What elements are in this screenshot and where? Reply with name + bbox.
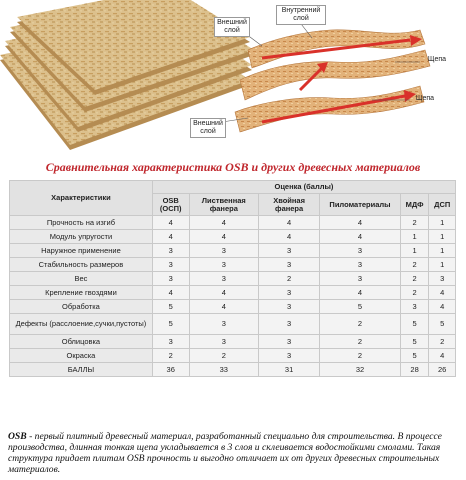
score-cell: 5 [400, 314, 429, 335]
score-cell: 3 [152, 258, 189, 272]
score-cell: 3 [320, 244, 401, 258]
score-cell: 5 [400, 335, 429, 349]
label-chip-right: Щепа [427, 56, 447, 63]
score-cell: 5 [400, 349, 429, 363]
table-row [10, 363, 456, 377]
score-cell: 2 [400, 258, 429, 272]
score-cell: 4 [258, 216, 319, 230]
score-cell: 3 [320, 272, 401, 286]
score-cell: 2 [152, 349, 189, 363]
score-cell: 33 [189, 363, 258, 377]
score-cell: 3 [189, 244, 258, 258]
score-cell: 3 [152, 272, 189, 286]
score-cell: 4 [189, 216, 258, 230]
score-cell: 4 [152, 230, 189, 244]
score-cell: 3 [189, 272, 258, 286]
score-cell: 3 [258, 244, 319, 258]
score-cell: 5 [429, 314, 456, 335]
score-cell: 32 [320, 363, 401, 377]
score-cell: 2 [320, 314, 401, 335]
header-softwood-plywood: Хвойная фанера [258, 194, 319, 216]
score-cell: 2 [320, 335, 401, 349]
header-mdf: МДФ [400, 194, 429, 216]
table-body [10, 216, 456, 377]
row-characteristic: Облицовка [10, 335, 153, 349]
score-cell: 3 [152, 244, 189, 258]
table-row [10, 300, 456, 314]
comparison-table [9, 180, 456, 377]
score-cell: 4 [320, 286, 401, 300]
score-cell: 4 [189, 300, 258, 314]
row-characteristic: Прочность на изгиб [10, 216, 153, 230]
table-row [10, 258, 456, 272]
table-row [10, 349, 456, 363]
row-characteristic: БАЛЛЫ [10, 363, 153, 377]
score-cell: 28 [400, 363, 429, 377]
score-cell: 3 [429, 272, 456, 286]
score-cell: 4 [152, 216, 189, 230]
row-characteristic: Окраска [10, 349, 153, 363]
score-cell: 3 [152, 335, 189, 349]
score-cell: 3 [189, 258, 258, 272]
score-cell: 3 [258, 300, 319, 314]
header-chipboard: ДСП [429, 194, 456, 216]
score-cell: 3 [258, 286, 319, 300]
score-cell: 5 [152, 300, 189, 314]
score-cell: 4 [320, 230, 401, 244]
description-text: - первый плитный древесный материал, разработанный специально для строительства. В процессе производства, длинная тонкая щепа укладывается в 3 слоя и склеивается водостойкими смолами. Такая структура придает плитам OSB прочность и выгодно отличает их от других древесных строительных материалов. [8, 431, 442, 475]
score-cell: 3 [189, 335, 258, 349]
table-row [10, 244, 456, 258]
score-cell: 2 [429, 335, 456, 349]
score-cell: 5 [152, 314, 189, 335]
score-cell: 1 [429, 216, 456, 230]
score-cell: 26 [429, 363, 456, 377]
table-row [10, 230, 456, 244]
score-cell: 1 [400, 244, 429, 258]
comparison-table-wrap [9, 180, 456, 377]
header-score: Оценка (баллы) [152, 181, 455, 194]
label-chip-bottom: Щепа [415, 95, 435, 102]
label-outer-layer-bottom: Внешний слой [190, 118, 226, 138]
table-row [10, 216, 456, 230]
score-cell: 3 [258, 335, 319, 349]
score-cell: 3 [189, 314, 258, 335]
score-cell: 4 [189, 230, 258, 244]
row-characteristic: Наружное применение [10, 244, 153, 258]
score-cell: 1 [429, 244, 456, 258]
row-characteristic: Обработка [10, 300, 153, 314]
score-cell: 2 [400, 216, 429, 230]
header-hardwood-plywood: Лиственная фанера [189, 194, 258, 216]
score-cell: 2 [320, 349, 401, 363]
comparison-caption: Сравнительная характеристика OSB и других древесных материалов [45, 160, 421, 174]
osb-illustration [0, 0, 466, 162]
table-row [10, 272, 456, 286]
score-cell: 2 [400, 272, 429, 286]
score-cell: 2 [189, 349, 258, 363]
score-cell: 31 [258, 363, 319, 377]
table-row [10, 335, 456, 349]
score-cell: 3 [258, 258, 319, 272]
label-inner-layer: Внутренний слой [276, 5, 326, 25]
score-cell: 4 [189, 286, 258, 300]
score-cell: 1 [400, 230, 429, 244]
score-cell: 5 [320, 300, 401, 314]
score-cell: 3 [258, 349, 319, 363]
score-cell: 4 [429, 300, 456, 314]
score-cell: 4 [152, 286, 189, 300]
row-characteristic: Дефекты (расслоение,сучки,пустоты) [10, 314, 153, 335]
score-cell: 3 [320, 258, 401, 272]
score-cell: 4 [429, 349, 456, 363]
row-characteristic: Крепление гвоздями [10, 286, 153, 300]
row-characteristic: Стабильность размеров [10, 258, 153, 272]
label-outer-layer-top: Внешний слой [214, 17, 250, 37]
osb-description [8, 431, 460, 475]
score-cell: 4 [429, 286, 456, 300]
header-osb: OSB (ОСП) [152, 194, 189, 216]
row-characteristic: Модуль упругости [10, 230, 153, 244]
table-row [10, 286, 456, 300]
score-cell: 1 [429, 258, 456, 272]
score-cell: 4 [258, 230, 319, 244]
score-cell: 2 [400, 286, 429, 300]
score-cell: 4 [320, 216, 401, 230]
score-cell: 1 [429, 230, 456, 244]
score-cell: 3 [258, 314, 319, 335]
description-term: OSB [8, 431, 27, 442]
score-cell: 36 [152, 363, 189, 377]
header-lumber: Пиломатериалы [320, 194, 401, 216]
header-characteristics: Характеристики [10, 181, 153, 216]
score-cell: 2 [258, 272, 319, 286]
table-row [10, 314, 456, 335]
layer-diagram [222, 20, 430, 132]
score-cell: 3 [400, 300, 429, 314]
row-characteristic: Вес [10, 272, 153, 286]
